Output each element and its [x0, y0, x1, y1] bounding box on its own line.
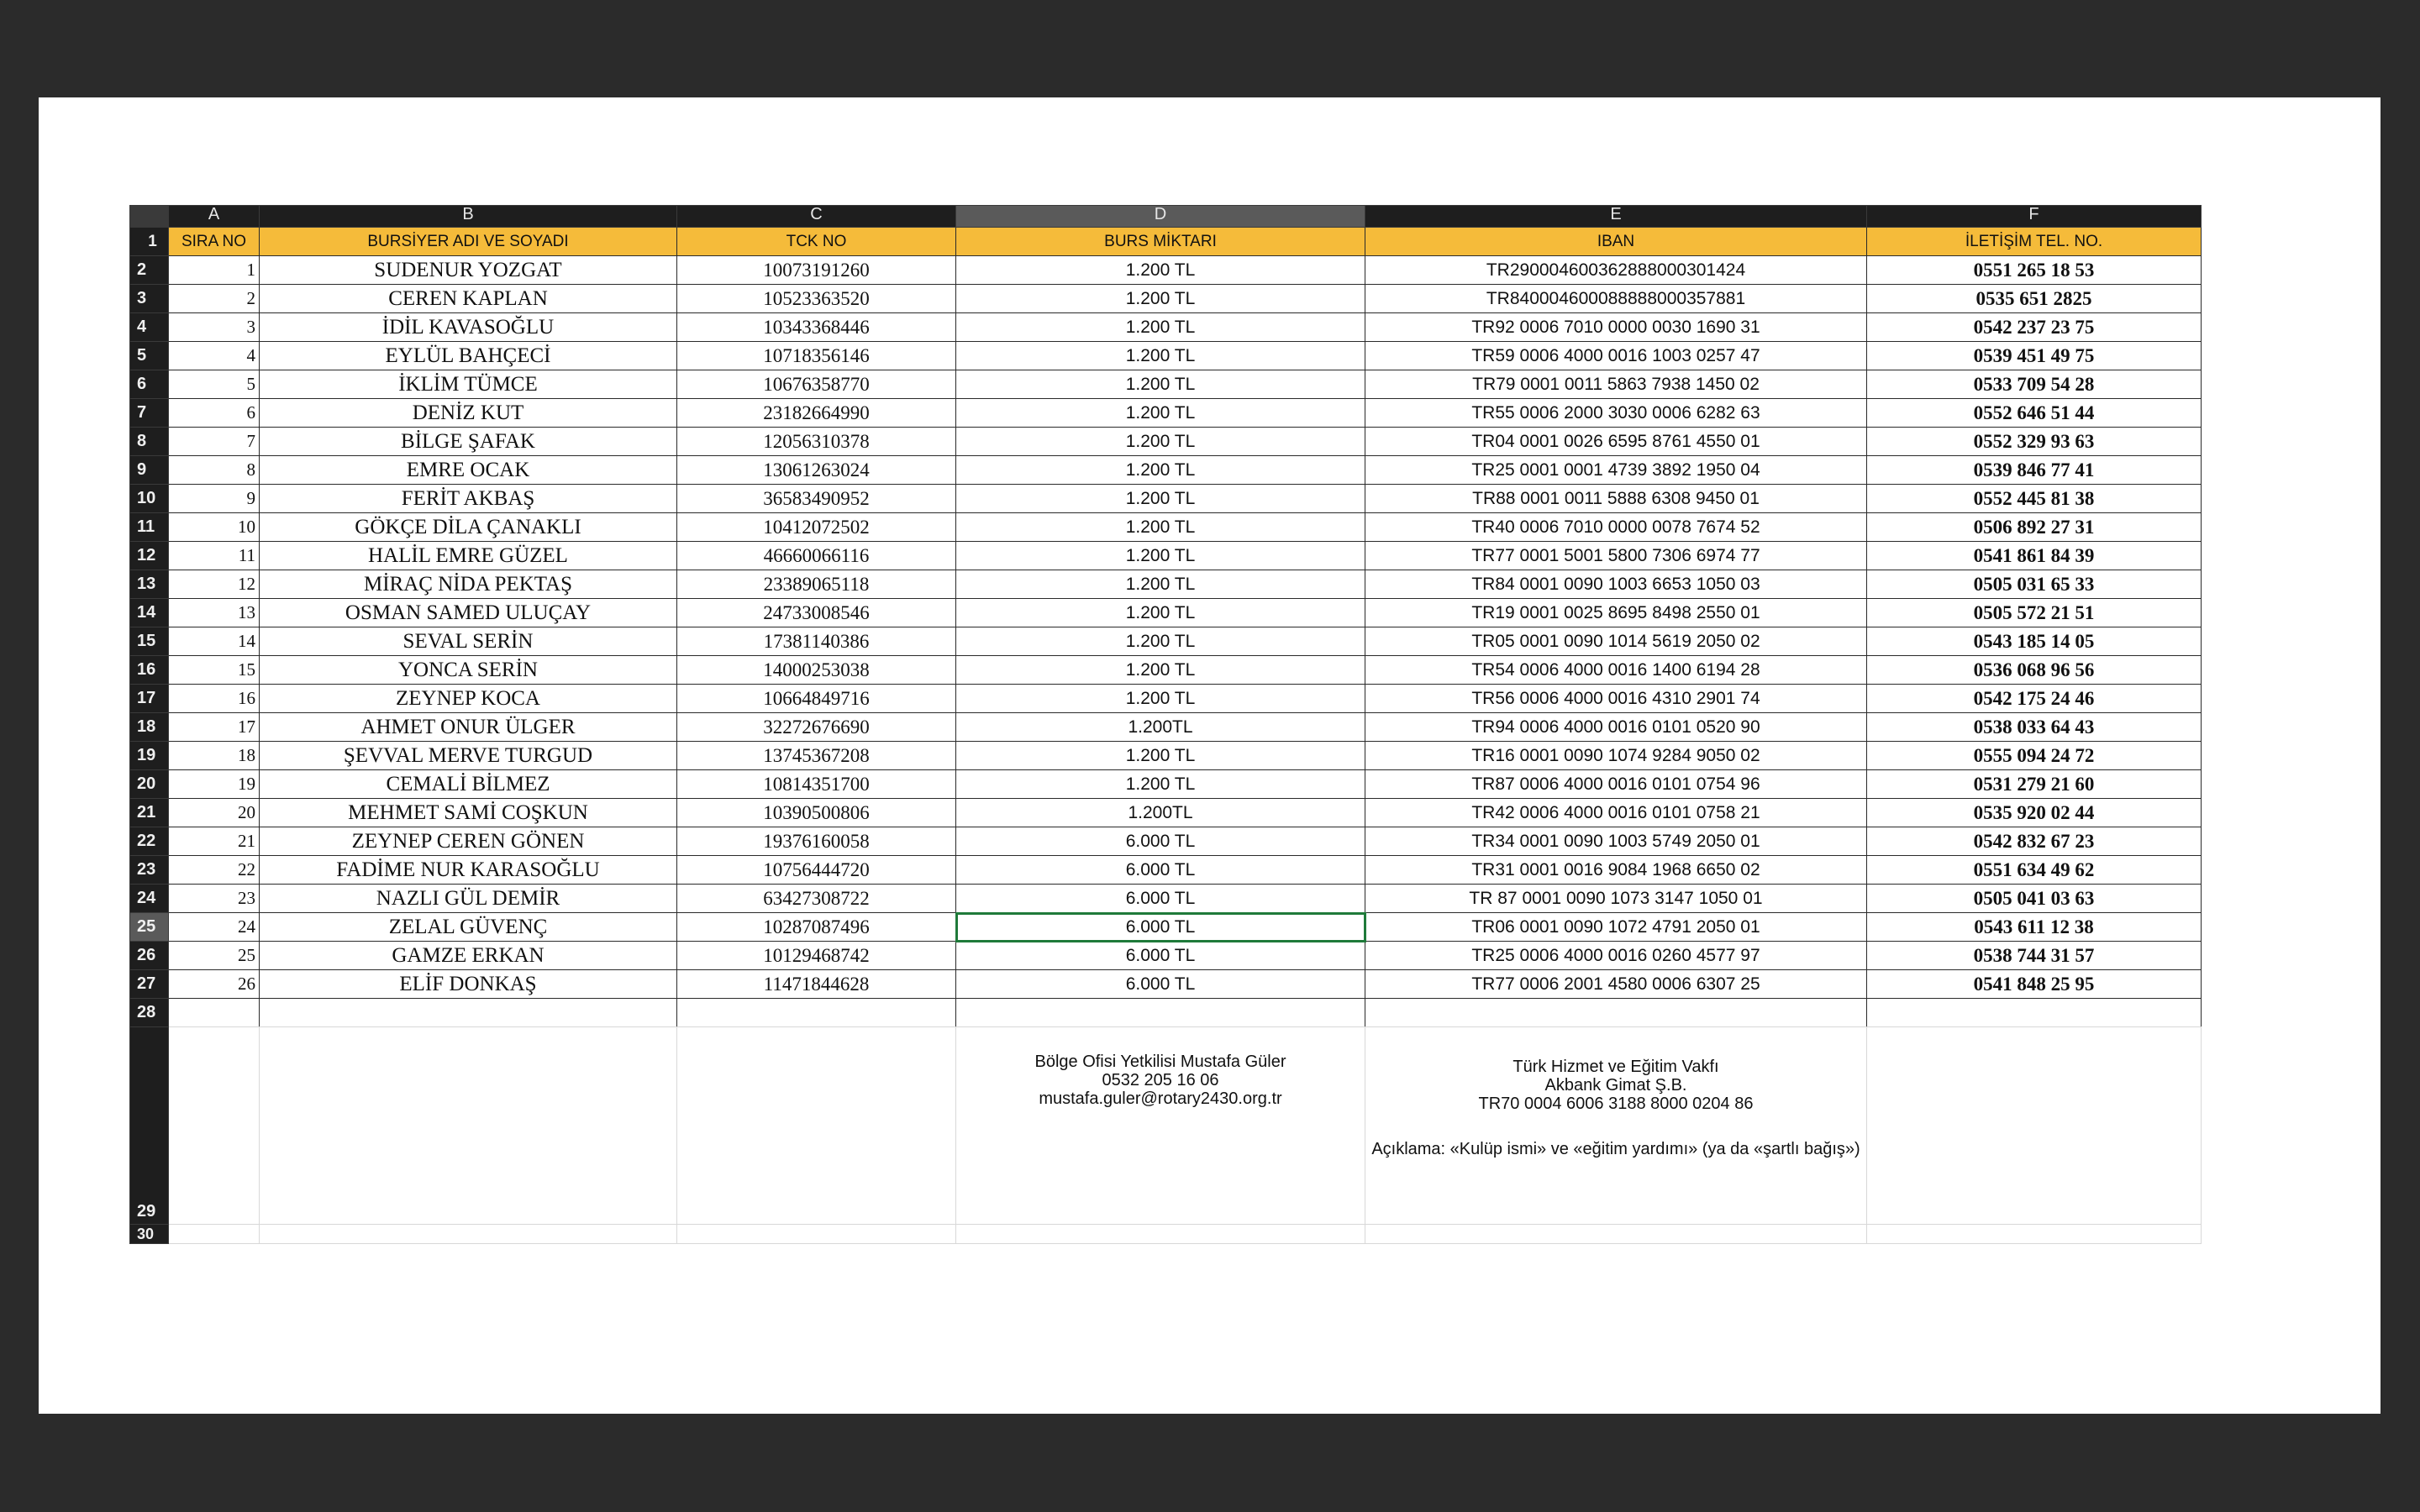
cell-name[interactable]: FERİT AKBAŞ [260, 485, 677, 513]
cell-name[interactable]: İDİL KAVASOĞLU [260, 313, 677, 342]
cell-iban[interactable]: TR40 0006 7010 0000 0078 7674 52 [1365, 513, 1867, 542]
header-tck-no[interactable]: TCK NO [677, 228, 956, 256]
cell-burs-miktari[interactable]: 6.000 TL [956, 827, 1365, 856]
cell-iban[interactable]: TR55 0006 2000 3030 0006 6282 63 [1365, 399, 1867, 428]
cell-sira-no[interactable]: 13 [169, 599, 260, 627]
cell-sira-no[interactable]: 15 [169, 656, 260, 685]
empty-cell[interactable] [1365, 1225, 1867, 1244]
cell-burs-miktari[interactable]: 1.200 TL [956, 285, 1365, 313]
cell-tck-no[interactable]: 10718356146 [677, 342, 956, 370]
empty-cell[interactable] [1365, 999, 1867, 1027]
header-bursiyer-adi[interactable]: BURSİYER ADI VE SOYADI [260, 228, 677, 256]
cell-tck-no[interactable]: 10343368446 [677, 313, 956, 342]
table-row [130, 485, 2202, 513]
foundation-name: Türk Hizmet ve Eğitim Vakfı [1512, 1058, 1719, 1076]
cell-name[interactable]: İKLİM TÜMCE [260, 370, 677, 399]
bank-note-cell[interactable] [1365, 1027, 1867, 1225]
cell-sira-no[interactable]: 24 [169, 913, 260, 942]
row-header[interactable]: 22 [130, 827, 169, 856]
cell-phone[interactable]: 0536 068 96 56 [1867, 656, 2202, 685]
cell-iban[interactable]: TR84 0001 0090 1003 6653 1050 03 [1365, 570, 1867, 599]
empty-cell[interactable] [677, 999, 956, 1027]
cell-tck-no[interactable]: 14000253038 [677, 656, 956, 685]
cell-tck-no[interactable]: 10129468742 [677, 942, 956, 970]
cell-tck-no[interactable]: 12056310378 [677, 428, 956, 456]
empty-cell[interactable] [260, 1225, 677, 1244]
cell-sira-no[interactable]: 19 [169, 770, 260, 799]
cell-phone[interactable]: 0505 572 21 51 [1867, 599, 2202, 627]
empty-row [130, 1225, 2202, 1244]
cell-sira-no[interactable]: 10 [169, 513, 260, 542]
row-header[interactable]: 30 [130, 1225, 169, 1244]
cell-name[interactable]: GÖKÇE DİLA ÇANAKLI [260, 513, 677, 542]
cell-name[interactable]: ŞEVVAL MERVE TURGUD [260, 742, 677, 770]
column-header-e[interactable]: E [1365, 206, 1867, 228]
row-header[interactable]: 6 [130, 370, 169, 399]
cell-phone[interactable]: 0541 861 84 39 [1867, 542, 2202, 570]
cell-burs-miktari[interactable]: 1.200 TL [956, 370, 1365, 399]
cell-tck-no[interactable]: 13745367208 [677, 742, 956, 770]
cell-name[interactable]: MEHMET SAMİ COŞKUN [260, 799, 677, 827]
cell-burs-miktari[interactable]: 6.000 TL [956, 970, 1365, 999]
row-header[interactable]: 13 [130, 570, 169, 599]
cell-burs-miktari[interactable]: 1.200 TL [956, 428, 1365, 456]
table-row [130, 827, 2202, 856]
contact-phone: 0532 205 16 06 [1102, 1071, 1219, 1089]
row-header[interactable]: 9 [130, 456, 169, 485]
cell-iban[interactable]: TR88 0001 0011 5888 6308 9450 01 [1365, 485, 1867, 513]
cell-burs-miktari[interactable]: 1.200 TL [956, 599, 1365, 627]
cell-iban[interactable]: TR79 0001 0011 5863 7938 1450 02 [1365, 370, 1867, 399]
cell-iban[interactable]: TR42 0006 4000 0016 0101 0758 21 [1365, 799, 1867, 827]
cell-sira-no[interactable]: 25 [169, 942, 260, 970]
cell-tck-no[interactable]: 10664849716 [677, 685, 956, 713]
table-row [130, 885, 2202, 913]
cell-burs-miktari[interactable]: 6.000 TL [956, 856, 1365, 885]
cell-sira-no[interactable]: 22 [169, 856, 260, 885]
cell-name[interactable]: GAMZE ERKAN [260, 942, 677, 970]
row-header[interactable]: 27 [130, 970, 169, 999]
row-header[interactable]: 10 [130, 485, 169, 513]
cell-burs-miktari[interactable]: 1.200 TL [956, 256, 1365, 285]
cell-burs-miktari[interactable]: 1.200 TL [956, 742, 1365, 770]
row-header[interactable]: 2 [130, 256, 169, 285]
cell-phone[interactable]: 0552 329 93 63 [1867, 428, 2202, 456]
column-header-a[interactable]: A [169, 206, 260, 228]
empty-cell[interactable] [1867, 1027, 2202, 1225]
header-sira-no[interactable]: SIRA NO [169, 228, 260, 256]
table-row [130, 542, 2202, 570]
cell-name[interactable]: ZEYNEP CEREN GÖNEN [260, 827, 677, 856]
cell-tck-no[interactable]: 10412072502 [677, 513, 956, 542]
row-header[interactable]: 18 [130, 713, 169, 742]
cell-sira-no[interactable]: 14 [169, 627, 260, 656]
cell-tck-no[interactable]: 10523363520 [677, 285, 956, 313]
cell-name[interactable]: BİLGE ŞAFAK [260, 428, 677, 456]
row-header[interactable]: 15 [130, 627, 169, 656]
cell-tck-no[interactable]: 36583490952 [677, 485, 956, 513]
table-row [130, 913, 2202, 942]
table-row [130, 428, 2202, 456]
cell-phone[interactable]: 0552 646 51 44 [1867, 399, 2202, 428]
cell-phone[interactable]: 0542 237 23 75 [1867, 313, 2202, 342]
cell-sira-no[interactable]: 4 [169, 342, 260, 370]
cell-burs-miktari[interactable]: 1.200 TL [956, 342, 1365, 370]
cell-name[interactable]: CEREN KAPLAN [260, 285, 677, 313]
cell-phone[interactable]: 0551 634 49 62 [1867, 856, 2202, 885]
cell-phone[interactable]: 0538 033 64 43 [1867, 713, 2202, 742]
cell-phone[interactable]: 0543 185 14 05 [1867, 627, 2202, 656]
table-row [130, 742, 2202, 770]
cell-tck-no[interactable]: 63427308722 [677, 885, 956, 913]
cell-iban[interactable]: TR92 0006 7010 0000 0030 1690 31 [1365, 313, 1867, 342]
cell-phone[interactable]: 0538 744 31 57 [1867, 942, 2202, 970]
cell-burs-miktari[interactable]: 1.200 TL [956, 399, 1365, 428]
bank-branch: Akbank Gimat Ş.B. [1544, 1076, 1687, 1095]
table-header-row [130, 228, 2202, 256]
cell-iban[interactable]: TR31 0001 0016 9084 1968 6650 02 [1365, 856, 1867, 885]
cell-name[interactable]: YONCA SERİN [260, 656, 677, 685]
cell-tck-no[interactable]: 10287087496 [677, 913, 956, 942]
empty-cell[interactable] [1867, 999, 2202, 1027]
cell-burs-miktari[interactable]: 1.200 TL [956, 570, 1365, 599]
cell-iban[interactable]: TR34 0001 0090 1003 5749 2050 01 [1365, 827, 1867, 856]
cell-tck-no[interactable]: 11471844628 [677, 970, 956, 999]
cell-tck-no[interactable]: 10756444720 [677, 856, 956, 885]
cell-iban[interactable]: TR19 0001 0025 8695 8498 2550 01 [1365, 599, 1867, 627]
table-row [130, 399, 2202, 428]
cell-iban[interactable]: TR 87 0001 0090 1073 3147 1050 01 [1365, 885, 1867, 913]
cell-burs-miktari[interactable]: 6.000 TL [956, 942, 1365, 970]
column-header-d[interactable]: D [956, 206, 1365, 228]
cell-iban[interactable]: TR77 0001 5001 5800 7306 6974 77 [1365, 542, 1867, 570]
cell-phone[interactable]: 0533 709 54 28 [1867, 370, 2202, 399]
cell-tck-no[interactable]: 23182664990 [677, 399, 956, 428]
cell-burs-miktari[interactable]: 6.000 TL [956, 885, 1365, 913]
table-row [130, 285, 2202, 313]
row-header[interactable]: 29 [130, 1027, 169, 1225]
empty-cell[interactable] [1867, 1225, 2202, 1244]
cell-tck-no[interactable]: 10814351700 [677, 770, 956, 799]
cell-name[interactable]: SEVAL SERİN [260, 627, 677, 656]
row-header[interactable]: 14 [130, 599, 169, 627]
cell-sira-no[interactable]: 18 [169, 742, 260, 770]
cell-tck-no[interactable]: 23389065118 [677, 570, 956, 599]
table-row [130, 799, 2202, 827]
cell-burs-miktari[interactable]: 1.200 TL [956, 627, 1365, 656]
cell-tck-no[interactable]: 10676358770 [677, 370, 956, 399]
empty-cell[interactable] [169, 1225, 260, 1244]
empty-cell[interactable] [260, 999, 677, 1027]
cell-iban[interactable]: TR59 0006 4000 0016 1003 0257 47 [1365, 342, 1867, 370]
cell-sira-no[interactable]: 5 [169, 370, 260, 399]
empty-cell[interactable] [260, 1027, 677, 1225]
row-header[interactable]: 7 [130, 399, 169, 428]
cell-tck-no[interactable]: 10390500806 [677, 799, 956, 827]
cell-sira-no[interactable]: 26 [169, 970, 260, 999]
cell-burs-miktari[interactable]: 1.200 TL [956, 485, 1365, 513]
cell-iban[interactable]: TR04 0001 0026 6595 8761 4550 01 [1365, 428, 1867, 456]
cell-burs-miktari[interactable]: 1.200 TL [956, 542, 1365, 570]
contact-email: mustafa.guler@rotary2430.org.tr [1039, 1089, 1282, 1108]
select-all-corner[interactable] [130, 206, 169, 228]
cell-sira-no[interactable]: 17 [169, 713, 260, 742]
cell-phone[interactable]: 0542 832 67 23 [1867, 827, 2202, 856]
cell-iban[interactable]: TR16 0001 0090 1074 9284 9050 02 [1365, 742, 1867, 770]
cell-phone[interactable]: 0542 175 24 46 [1867, 685, 2202, 713]
cell-iban[interactable]: TR840004600088888000357881 [1365, 285, 1867, 313]
cell-name[interactable]: ZELAL GÜVENÇ [260, 913, 677, 942]
cell-name[interactable]: ELİF DONKAŞ [260, 970, 677, 999]
cell-tck-no[interactable]: 19376160058 [677, 827, 956, 856]
cell-sira-no[interactable]: 1 [169, 256, 260, 285]
row-header[interactable]: 24 [130, 885, 169, 913]
cell-iban[interactable]: TR94 0006 4000 0016 0101 0520 90 [1365, 713, 1867, 742]
cell-sira-no[interactable]: 20 [169, 799, 260, 827]
cell-burs-miktari[interactable]: 1.200 TL [956, 770, 1365, 799]
row-header[interactable]: 21 [130, 799, 169, 827]
cell-phone[interactable]: 0535 651 2825 [1867, 285, 2202, 313]
spreadsheet-grid [129, 205, 2202, 1244]
cell-name[interactable]: NAZLI GÜL DEMİR [260, 885, 677, 913]
row-header[interactable]: 23 [130, 856, 169, 885]
row-header[interactable]: 17 [130, 685, 169, 713]
contact-name: Bölge Ofisi Yetkilisi Mustafa Güler [1034, 1053, 1286, 1071]
table-row [130, 970, 2202, 999]
empty-cell[interactable] [677, 1225, 956, 1244]
bank-iban: TR70 0004 6006 3188 8000 0204 86 [1478, 1095, 1754, 1113]
cell-tck-no[interactable]: 10073191260 [677, 256, 956, 285]
cell-name[interactable]: OSMAN SAMED ULUÇAY [260, 599, 677, 627]
table-row [130, 713, 2202, 742]
cell-burs-miktari[interactable]: 1.200TL [956, 799, 1365, 827]
table-row [130, 342, 2202, 370]
cell-burs-miktari[interactable]: 1.200 TL [956, 656, 1365, 685]
empty-cell[interactable] [677, 1027, 956, 1225]
cell-sira-no[interactable]: 16 [169, 685, 260, 713]
table-row [130, 313, 2202, 342]
cell-name[interactable]: EMRE OCAK [260, 456, 677, 485]
row-header[interactable]: 28 [130, 999, 169, 1027]
row-header[interactable]: 25 [130, 913, 169, 942]
cell-name[interactable]: AHMET ONUR ÜLGER [260, 713, 677, 742]
cell-tck-no[interactable]: 46660066116 [677, 542, 956, 570]
cell-sira-no[interactable]: 21 [169, 827, 260, 856]
cell-tck-no[interactable]: 24733008546 [677, 599, 956, 627]
table-row [130, 942, 2202, 970]
row-header[interactable]: 3 [130, 285, 169, 313]
cell-sira-no[interactable]: 7 [169, 428, 260, 456]
cell-phone[interactable]: 0555 094 24 72 [1867, 742, 2202, 770]
row-header[interactable]: 8 [130, 428, 169, 456]
cell-sira-no[interactable]: 23 [169, 885, 260, 913]
cell-name[interactable]: MİRAÇ NİDA PEKTAŞ [260, 570, 677, 599]
header-iletisim-tel[interactable]: İLETİŞİM TEL. NO. [1867, 228, 2202, 256]
cell-name[interactable]: HALİL EMRE GÜZEL [260, 542, 677, 570]
cell-phone[interactable]: 0535 920 02 44 [1867, 799, 2202, 827]
cell-sira-no[interactable]: 3 [169, 313, 260, 342]
cell-phone[interactable]: 0541 848 25 95 [1867, 970, 2202, 999]
cell-sira-no[interactable]: 11 [169, 542, 260, 570]
cell-name[interactable]: EYLÜL BAHÇECİ [260, 342, 677, 370]
table-row [130, 770, 2202, 799]
cell-iban[interactable]: TR25 0001 0001 4739 3892 1950 04 [1365, 456, 1867, 485]
empty-cell[interactable] [956, 999, 1365, 1027]
table-row [130, 627, 2202, 656]
column-header-c[interactable]: C [677, 206, 956, 228]
table-row [130, 599, 2202, 627]
empty-cell[interactable] [169, 1027, 260, 1225]
header-iban[interactable]: IBAN [1365, 228, 1867, 256]
cell-sira-no[interactable]: 8 [169, 456, 260, 485]
table-row [130, 513, 2202, 542]
row-header[interactable]: 12 [130, 542, 169, 570]
cell-name[interactable]: ZEYNEP KOCA [260, 685, 677, 713]
payment-description: Açıklama: «Kulüp ismi» ve «eğitim yardımı» (ya da «şartlı bağış») [1371, 1140, 1860, 1158]
notes-row [130, 1027, 2202, 1225]
cell-sira-no[interactable]: 6 [169, 399, 260, 428]
cell-tck-no[interactable]: 32272676690 [677, 713, 956, 742]
cell-name[interactable]: DENİZ KUT [260, 399, 677, 428]
cell-phone[interactable]: 0505 031 65 33 [1867, 570, 2202, 599]
cell-phone[interactable]: 0551 265 18 53 [1867, 256, 2202, 285]
cell-name[interactable]: SUDENUR YOZGAT [260, 256, 677, 285]
cell-phone[interactable]: 0543 611 12 38 [1867, 913, 2202, 942]
cell-tck-no[interactable]: 17381140386 [677, 627, 956, 656]
table-row [130, 256, 2202, 285]
cell-name[interactable]: FADİME NUR KARASOĞLU [260, 856, 677, 885]
cell-iban[interactable]: TR25 0006 4000 0016 0260 4577 97 [1365, 942, 1867, 970]
spreadsheet-page [39, 97, 2381, 1414]
table-row [130, 570, 2202, 599]
cell-burs-miktari[interactable]: 6.000 TL [956, 913, 1365, 942]
column-header-b[interactable]: B [260, 206, 677, 228]
cell-phone[interactable]: 0506 892 27 31 [1867, 513, 2202, 542]
empty-cell[interactable] [169, 999, 260, 1027]
cell-iban[interactable]: TR87 0006 4000 0016 0101 0754 96 [1365, 770, 1867, 799]
cell-phone[interactable]: 0505 041 03 63 [1867, 885, 2202, 913]
header-burs-miktari[interactable]: BURS MİKTARI [956, 228, 1365, 256]
cell-burs-miktari[interactable]: 1.200TL [956, 713, 1365, 742]
row-header[interactable]: 5 [130, 342, 169, 370]
table-row [130, 856, 2202, 885]
cell-phone[interactable]: 0539 451 49 75 [1867, 342, 2202, 370]
cell-sira-no[interactable]: 9 [169, 485, 260, 513]
row-header[interactable]: 26 [130, 942, 169, 970]
column-header-row [130, 206, 2202, 228]
cell-iban[interactable]: TR54 0006 4000 0016 1400 6194 28 [1365, 656, 1867, 685]
contact-note-cell[interactable] [956, 1027, 1365, 1225]
cell-phone[interactable]: 0539 846 77 41 [1867, 456, 2202, 485]
cell-name[interactable]: CEMALİ BİLMEZ [260, 770, 677, 799]
empty-cell[interactable] [956, 1225, 1365, 1244]
row-header[interactable]: 1 [130, 228, 169, 256]
row-header[interactable]: 16 [130, 656, 169, 685]
table-row [130, 456, 2202, 485]
cell-burs-miktari[interactable]: 1.200 TL [956, 456, 1365, 485]
cell-sira-no[interactable]: 2 [169, 285, 260, 313]
column-header-f[interactable]: F [1867, 206, 2202, 228]
cell-phone[interactable]: 0552 445 81 38 [1867, 485, 2202, 513]
cell-tck-no[interactable]: 13061263024 [677, 456, 956, 485]
cell-iban[interactable]: TR05 0001 0090 1014 5619 2050 02 [1365, 627, 1867, 656]
row-header[interactable]: 4 [130, 313, 169, 342]
cell-iban[interactable]: TR290004600362888000301424 [1365, 256, 1867, 285]
cell-phone[interactable]: 0531 279 21 60 [1867, 770, 2202, 799]
table-row [130, 370, 2202, 399]
table-row [130, 656, 2202, 685]
cell-iban[interactable]: TR77 0006 2001 4580 0006 6307 25 [1365, 970, 1867, 999]
cell-burs-miktari[interactable]: 1.200 TL [956, 513, 1365, 542]
empty-row [130, 999, 2202, 1027]
cell-iban[interactable]: TR56 0006 4000 0016 4310 2901 74 [1365, 685, 1867, 713]
table-row [130, 685, 2202, 713]
row-header[interactable]: 19 [130, 742, 169, 770]
row-header[interactable]: 11 [130, 513, 169, 542]
cell-burs-miktari[interactable]: 1.200 TL [956, 313, 1365, 342]
cell-sira-no[interactable]: 12 [169, 570, 260, 599]
cell-burs-miktari[interactable]: 1.200 TL [956, 685, 1365, 713]
row-header[interactable]: 20 [130, 770, 169, 799]
cell-iban[interactable]: TR06 0001 0090 1072 4791 2050 01 [1365, 913, 1867, 942]
